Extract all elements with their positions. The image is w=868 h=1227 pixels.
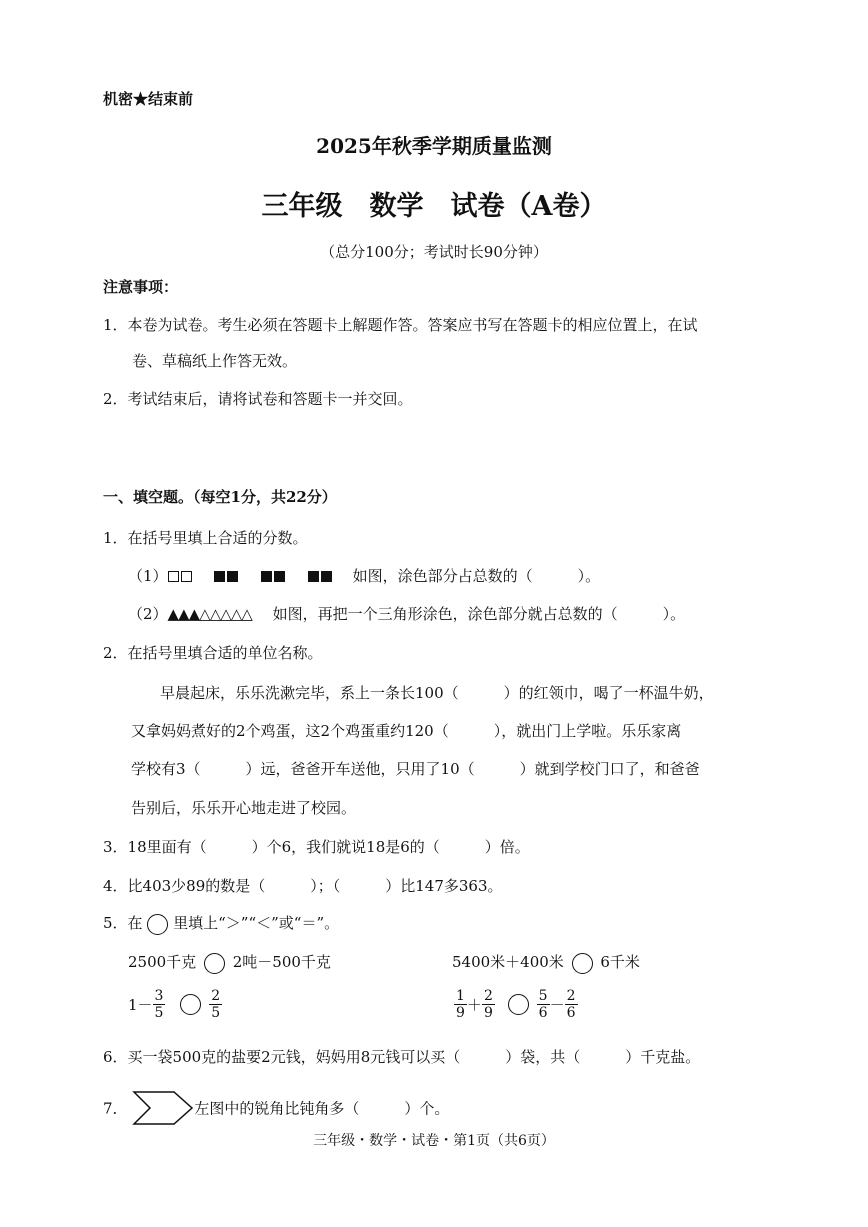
plus-sign: ＋	[466, 996, 482, 1014]
fraction	[565, 988, 578, 1021]
fraction	[209, 988, 222, 1021]
compare-a-right: 2吨－500千克	[232, 953, 331, 971]
compare-a-left: 2500千克	[128, 953, 197, 971]
denominator: 9	[483, 1005, 493, 1021]
question-1-part-2	[128, 603, 685, 624]
question-5-pre: 5．在	[103, 914, 143, 932]
numerator: 2	[566, 988, 576, 1004]
fraction	[482, 988, 495, 1021]
numerator: 1	[456, 988, 465, 1004]
notice-item-1-line-2: 卷、草稿纸上作答无效。	[132, 352, 298, 370]
numerator: 2	[483, 988, 493, 1004]
question-2-line-4: 告别后，乐乐开心地走进了校园。	[131, 799, 357, 817]
numerator: 2	[211, 988, 221, 1004]
question-2-line-2: 又拿妈妈煮好的2个鸡蛋，这2个鸡蛋重约120（ ），就出门上学啦。乐乐家离	[131, 722, 682, 740]
secret-label: 机密★结束前	[103, 90, 194, 108]
compare-c	[128, 988, 222, 1021]
section-1-heading: 一、填空题。（每空1分，共22分）	[103, 488, 337, 506]
part-2-label: （2）	[128, 605, 168, 623]
part-1-label: （1）	[128, 567, 168, 585]
minus-sign: －	[549, 996, 565, 1014]
empty-square-icon	[181, 571, 192, 582]
question-2-stem: 2．在括号里填合适的单位名称。	[103, 644, 323, 662]
question-4: 4．比403少89的数是（ ）；（ ）比147多363。	[103, 877, 503, 895]
exam-title: 2025年秋季学期质量监测	[316, 134, 552, 158]
compare-b-right: 6千米	[600, 953, 640, 971]
denominator: 9	[456, 1005, 465, 1021]
question-6: 6．买一袋500克的盐要2元钱，妈妈用8元钱可以买（ ）袋，共（ ）千克盐。	[103, 1048, 701, 1066]
filled-square-icon	[261, 571, 272, 582]
question-2-line-1: 早晨起床，乐乐洗漱完毕，系上一条长100（ ）的红领巾，喝了一杯温牛奶，	[160, 684, 714, 702]
part-1-text: 如图，涂色部分占总数的（ ）。	[352, 567, 601, 585]
filled-square-icon	[227, 571, 238, 582]
filled-square-icon	[321, 571, 332, 582]
numerator: 3	[154, 988, 164, 1004]
denominator: 6	[538, 1005, 548, 1021]
question-5-post: 里填上“＞”“＜”或“＝”。	[173, 914, 340, 932]
empty-square-icon	[168, 571, 179, 582]
exam-info: （总分100分；考试时长90分钟）	[320, 243, 548, 261]
filled-square-icon	[274, 571, 285, 582]
compare-b-left: 5400米＋400米	[452, 953, 564, 971]
filled-square-icon	[308, 571, 319, 582]
circle-icon	[204, 953, 225, 974]
square-group-1	[168, 567, 194, 585]
notice-item-1-line-1: 1．本卷为试卷。考生必须在答题卡上解题作答。答案应书写在答题卡的相应位置上，在试	[103, 316, 698, 334]
exam-subject-title: 三年级 数学 试卷（A卷）	[261, 191, 607, 222]
circle-icon	[572, 953, 593, 974]
question-7-text: 左图中的锐角比钝角多（ ）个。	[194, 1099, 450, 1118]
question-3: 3．18里面有（ ）个6，我们就说18是6的（ ）倍。	[103, 838, 530, 856]
part-2-text: 如图，再把一个三角形涂色，涂色部分就占总数的（ ）。	[272, 605, 686, 623]
question-7-number: 7．	[103, 1099, 128, 1118]
filled-square-icon	[214, 571, 225, 582]
question-1-stem: 1．在括号里填上合适的分数。	[103, 529, 308, 547]
fraction	[537, 988, 550, 1021]
fraction	[153, 988, 166, 1021]
circle-icon	[147, 914, 168, 935]
fraction	[454, 988, 467, 1021]
question-7	[103, 1090, 449, 1126]
circle-icon	[508, 994, 529, 1015]
square-group-4	[308, 567, 334, 585]
chevron-shape-icon	[132, 1090, 194, 1126]
square-group-2	[214, 567, 240, 585]
denominator: 6	[566, 1005, 576, 1021]
compare-a	[128, 951, 331, 974]
notice-heading: 注意事项：	[103, 278, 179, 296]
triangle-shapes: ▲▲▲△△△△△	[167, 605, 252, 623]
question-2-line-3: 学校有3（ ）远，爸爸开车送他，只用了10（ ）就到学校门口了，和爸爸	[131, 760, 700, 778]
compare-b	[452, 951, 640, 974]
square-group-3	[261, 567, 287, 585]
denominator: 5	[211, 1005, 221, 1021]
denominator: 5	[154, 1005, 164, 1021]
numerator: 5	[538, 988, 548, 1004]
page-footer: 三年级・数学・试卷・第1页（共6页）	[313, 1133, 555, 1149]
compare-c-whole: 1－	[128, 996, 153, 1014]
circle-icon	[180, 994, 201, 1015]
compare-d	[454, 988, 578, 1021]
question-1-part-1	[128, 565, 600, 586]
notice-item-2: 2．考试结束后，请将试卷和答题卡一并交回。	[103, 390, 413, 408]
question-5-stem	[103, 912, 339, 935]
